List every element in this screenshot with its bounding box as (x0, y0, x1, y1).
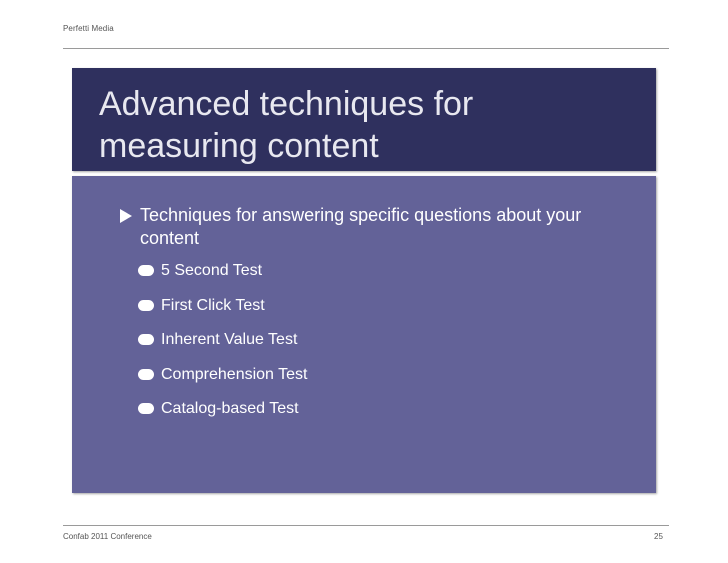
header-label: Perfetti Media (63, 24, 114, 33)
triangle-bullet-icon (120, 209, 132, 223)
list-item-label: Inherent Value Test (161, 331, 298, 348)
list-item-label: First Click Test (161, 296, 265, 314)
page-number: 25 (654, 532, 663, 541)
list-item-label: 5 Second Test (161, 262, 263, 279)
list-item-label: Catalog-based Test (161, 400, 299, 417)
slide-title: Advanced techniques for measuring content (99, 85, 474, 165)
title-band (72, 68, 656, 171)
top-divider (63, 48, 669, 49)
main-bullet-text: Techniques for answering specific questions about your content (140, 205, 582, 248)
footer-conference: Confab 2011 Conference (63, 532, 152, 541)
rounded-dot-icon (138, 369, 154, 380)
bottom-divider (63, 525, 669, 526)
list-item-label: Comprehension Test (161, 365, 308, 383)
rounded-dot-icon (138, 265, 154, 276)
rounded-dot-icon (138, 403, 154, 414)
rounded-dot-icon (138, 300, 154, 311)
rounded-dot-icon (138, 334, 154, 345)
content-box (72, 176, 656, 493)
